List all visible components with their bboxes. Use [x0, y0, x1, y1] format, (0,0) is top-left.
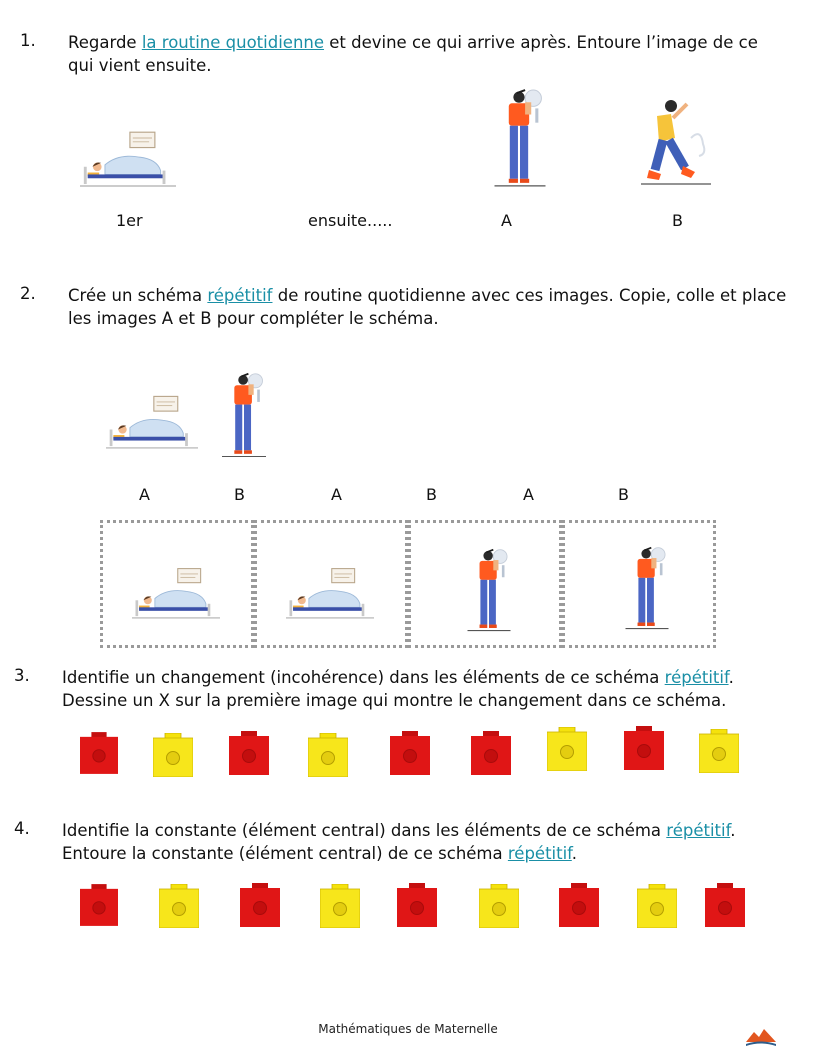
q2-pattern-label: B	[426, 485, 437, 504]
q3-text-after: . Dessine un X sur la première image qui montre le changement dans ce schéma.	[62, 668, 734, 710]
q2-pattern-label: B	[234, 485, 245, 504]
yellow-brick-icon[interactable]	[153, 733, 193, 777]
q2-text-after: de routine quotidienne avec ces images. Copie, colle et place les images A et B pour compléter le schéma.	[68, 286, 787, 328]
red-brick-icon[interactable]	[397, 883, 437, 927]
yellow-brick-icon[interactable]	[637, 884, 677, 928]
q2-number: 2.	[20, 284, 36, 303]
q4-link[interactable]: répétitif	[666, 821, 731, 840]
red-brick-icon[interactable]	[559, 883, 599, 927]
q1-label-first: 1er	[116, 211, 143, 230]
q1-label-next: ensuite.....	[308, 211, 393, 230]
person-standing-icon[interactable]	[216, 372, 272, 460]
red-brick-icon[interactable]	[229, 731, 269, 775]
q1-label-b: B	[672, 211, 683, 230]
q2-text-before: Crée un schéma	[68, 286, 208, 305]
q1-link[interactable]: la routine quotidienne	[141, 33, 325, 52]
red-brick-icon[interactable]	[705, 883, 745, 927]
q3-link[interactable]: répétitif	[664, 668, 729, 687]
yellow-brick-icon[interactable]	[479, 884, 519, 928]
sleeping-in-bed-icon	[80, 130, 176, 192]
q4-number: 4.	[14, 819, 30, 838]
red-brick-icon[interactable]	[624, 726, 664, 770]
red-brick-icon[interactable]	[80, 731, 118, 775]
q4-text	[62, 819, 792, 865]
yellow-brick-icon[interactable]	[159, 884, 199, 928]
q4-text-before: Identifie la constante (élément central) dans les éléments de ce schéma	[62, 821, 667, 840]
red-brick-icon[interactable]	[80, 883, 118, 927]
red-brick-icon[interactable]	[390, 731, 430, 775]
q2-link[interactable]: répétitif	[207, 286, 273, 305]
person-standing-icon	[488, 88, 552, 190]
q2-pattern-label: B	[618, 485, 629, 504]
red-brick-icon[interactable]	[240, 883, 280, 927]
q3-text	[62, 666, 792, 712]
q1-label-a: A	[501, 211, 512, 230]
q3-text-before: Identifie un changement (incohérence) dans les éléments de ce schéma	[62, 668, 665, 687]
q4-text-after: .	[571, 844, 578, 863]
person-standing-icon	[620, 546, 674, 632]
q1-text-after: et devine ce qui arrive après. Entoure l’image de ce qui vient ensuite.	[68, 33, 758, 75]
q4-link-2[interactable]: répétitif	[507, 844, 572, 863]
q3-number: 3.	[14, 666, 30, 685]
q1-text	[68, 31, 788, 77]
q1-number: 1.	[20, 31, 36, 50]
person-standing-icon	[462, 548, 516, 634]
yellow-brick-icon[interactable]	[308, 733, 348, 777]
yellow-brick-icon[interactable]	[547, 727, 587, 771]
q2-text	[68, 284, 788, 330]
sleeping-in-bed-icon	[132, 566, 220, 624]
q2-pattern-label: A	[523, 485, 534, 504]
q1-text-before: Regarde	[68, 33, 142, 52]
sleeping-in-bed-icon[interactable]	[106, 394, 198, 454]
footer-text: Mathématiques de Maternelle	[318, 1022, 498, 1036]
q2-pattern-label: A	[331, 485, 342, 504]
sleeping-in-bed-icon	[286, 566, 374, 624]
q4-text-mid: . Entoure la constante (élément central) de ce schéma	[62, 821, 736, 863]
person-walking-icon	[638, 98, 714, 188]
yellow-brick-icon[interactable]	[699, 729, 739, 773]
q2-pattern-label: A	[139, 485, 150, 504]
mountain-book-logo	[744, 1026, 778, 1048]
yellow-brick-icon[interactable]	[320, 884, 360, 928]
red-brick-icon[interactable]	[471, 731, 511, 775]
